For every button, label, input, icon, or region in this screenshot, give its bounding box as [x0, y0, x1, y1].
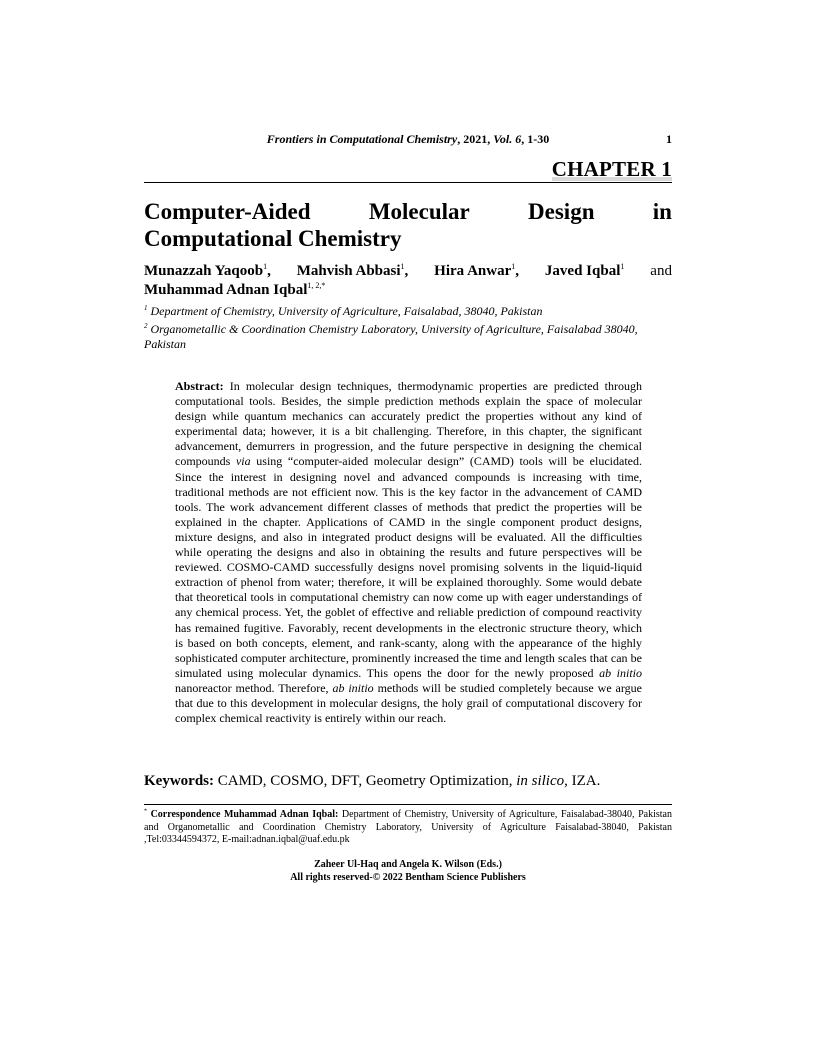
running-head	[144, 132, 672, 147]
correspondence-footnote: * Correspondence Muhammad Adnan Iqbal: Department of Chemistry, University of Agriculture, Faisalabad-38040, Pakistan and Organometallic and Coordination Chemistry Laboratory, University of Agriculture Faisalabad-38040, Pakistan ,Tel:03344594372, E-mail:adnan.iqbal@uaf.edu.pk	[144, 808, 672, 845]
author-line-1	[144, 262, 672, 281]
abstract-label: Abstract:	[175, 379, 224, 393]
journal-year: , 2021,	[457, 132, 494, 146]
chapter-title	[144, 198, 672, 252]
journal-volume: Vol. 6	[493, 132, 522, 146]
author: Mahvish Abbasi$^1$,	[296, 262, 409, 279]
journal-pages: , 1-30	[521, 132, 550, 146]
author-list	[144, 262, 672, 300]
author: Munazzah Yaqoob$^1$,	[144, 262, 271, 279]
title-word: Computer-Aided	[144, 199, 311, 224]
title-word: Design	[528, 199, 595, 224]
title-line-2: Computational Chemistry	[144, 226, 402, 251]
editors-line: Zaheer Ul-Haq and Angela K. Wilson (Eds.)	[314, 859, 502, 870]
chapter-label: CHAPTER 1	[551, 157, 672, 181]
keywords: Keywords: CAMD, COSMO, DFT, Geometry Optimization, in silico, IZA.	[144, 773, 601, 789]
keywords-label: Keywords:	[144, 773, 214, 789]
footnote-rule	[144, 804, 672, 805]
affiliation-1: $^1$ Department of Chemistry, University of Agriculture, Faisalabad, 38040, Pakistan	[144, 304, 543, 318]
editors-block	[144, 859, 672, 884]
title-line-1	[144, 198, 672, 225]
title-word: Molecular	[368, 199, 470, 224]
abstract: Abstract: In molecular design techniques, thermodynamic properties are predicted through computational tools. Besides, the simple prediction methods explain the space of molecular design while quantum mechanics can accurately predict the properties without any kind of experimental data; however, it is a bit challenging. Therefore, in this chapter, the significant advancement, demurrers in progression, and the future perspective in designing the chemical compounds via using “computer-aided molecular design” (CAMD) tools will be elucidated. Since the interest in designing novel and advanced compounds is increasing with time, traditional methods are not efficient now. This is the key factor in the advancement of CAMD tools. The work advancement different classes of methods that predict the properties will be explained in the chapter. Applications of CAMD in the single component product designs, mixture designs, and also in integrated product designs will be evaluated. All the difficulties while operating the designs and also in obtaining the results and future perspectives will be reviewed. COSMO-CAMD successfully designs novel promising solvents in the liquid-liquid extraction of phenol from water; therefore, it will be explained thoroughly. Some would debate that theoretical tools in computational chemistry can now come up with eager understandings of any chemical process. Yet, the goblet of effective and reliable prediction of compound reactivity has remained fugitive. Favorably, recent developments in the electronic structure theory, which is based on both concepts, element, and rank-scanty, along with the appearance of the highly sophisticated computer architecture, prominently increased the time and length scales that can be simulated using molecular dynamics. This opens the door for the newly proposed ab initio nanoreactor method. Therefore, ab initio methods will be studied completely because we argue that due to this development in molecular designs, the holy grail of computational discovery for complex chemical reactivity is entirely within our reach.	[175, 379, 642, 726]
author: Muhammad Adnan Iqbal$^{1, 2,*}$	[144, 281, 326, 298]
affiliation-2: $^2$ Organometallic & Coordination Chemistry Laboratory, University of Agriculture, Faisalabad 38040, Pakistan	[144, 322, 638, 351]
author: Javed Iqbal$^1$	[544, 262, 625, 279]
page-number: 1	[666, 132, 672, 146]
title-word: in	[652, 199, 672, 224]
copyright-line: All rights reserved-© 2022 Bentham Science Publishers	[290, 871, 526, 883]
journal-name: Frontiers in Computational Chemistry	[266, 132, 458, 146]
author-line-2	[144, 281, 672, 300]
chapter-rule	[144, 182, 672, 183]
author-conjunction: and	[650, 263, 672, 279]
author: Hira Anwar$^1$,	[434, 262, 520, 279]
